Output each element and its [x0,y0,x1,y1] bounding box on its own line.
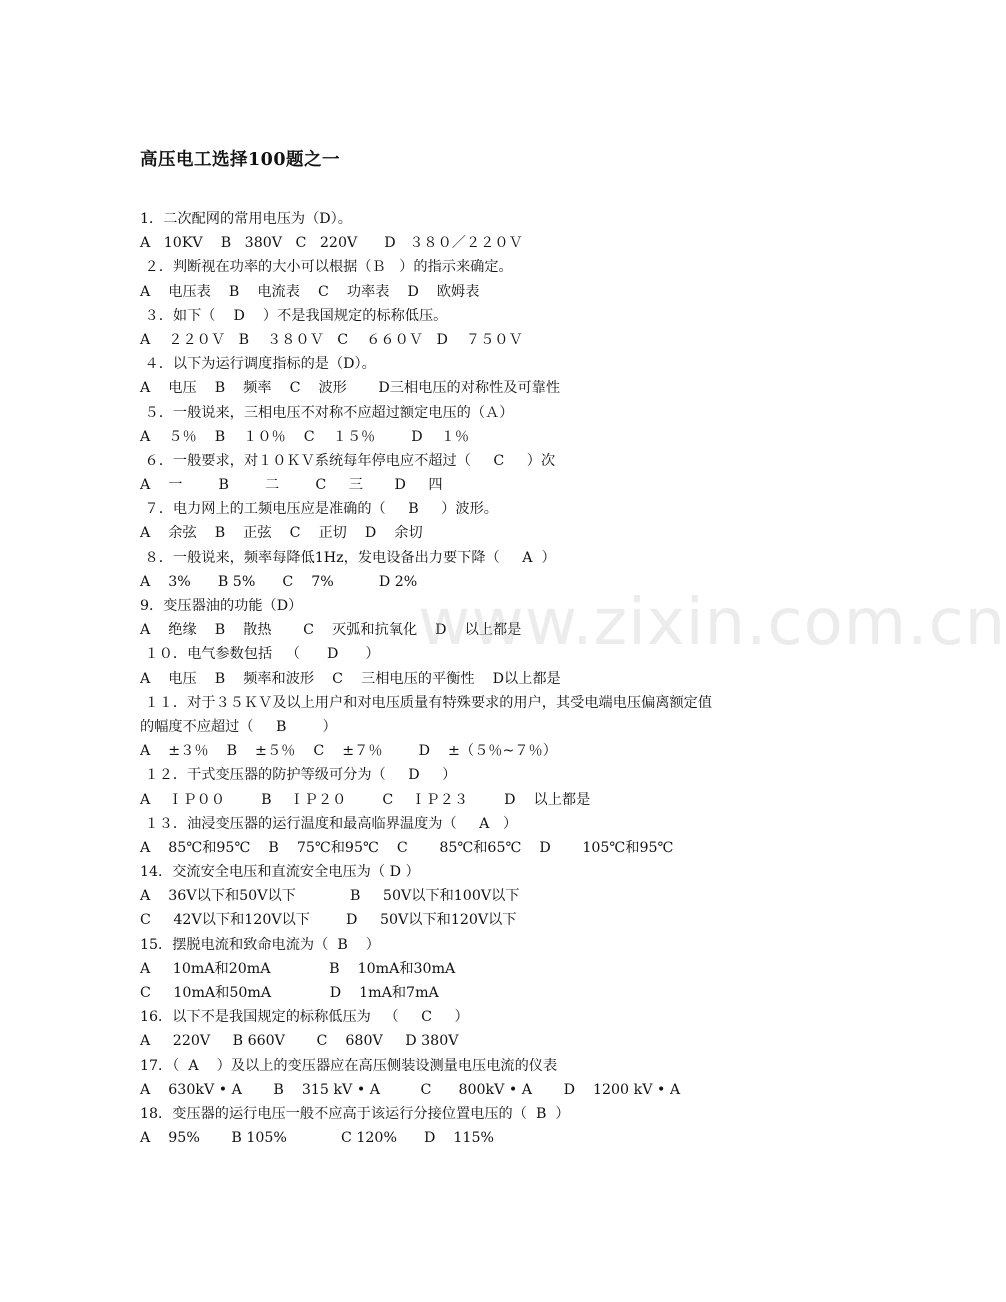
document-title: 高压电工选择100题之一 [140,150,341,170]
question-line: A 630kV • A B 315 kV • A C 800kV • A D 1200 kV • A [140,1081,681,1098]
question-line: ４．以下为运行调度指标的是（D）。 [140,356,376,373]
question-list [140,207,800,1150]
question-line: ６．一般要求，对１０ＫＶ系统每年停电应不超过（ C ）次 [140,452,556,469]
question-line: A 36V以下和50V以下 B 50V以下和100V以下 [140,888,520,905]
question-line: 14．交流安全电压和直流安全电压为（ D ） [140,864,420,881]
question-line: A 3% B 5% C 7% D 2% [140,573,418,590]
question-line: １１．对于３５ＫＶ及以上用户和对电压质量有特殊要求的用户，其受电端电压偏离额定值 [140,694,713,711]
question-line: A ５％ B １０％ C １５％ D １％ [140,428,470,445]
question-line: A 85℃和95℃ B 75℃和95℃ C 85℃和65℃ D 105℃和95℃ [140,839,674,856]
watermark: www.zixin.com.cn [418,586,1006,660]
question-line: ７．电力网上的工频电压应是准确的（ B ）波形。 [140,501,498,518]
question-line: １０．电气参数包括 （ D ） [140,646,380,663]
question-line: A 220V B 660V C 680V D 380V [140,1033,459,1050]
question-line: 15．摆脱电流和致命电流为（ B ） [140,936,380,953]
question-line: 的幅度不应超过（ B ） [140,718,337,735]
question-line: １２．干式变压器的防护等级可分为（ D ） [140,767,457,784]
question-line: ３．如下（ D ）不是我国规定的标称低压。 [140,307,448,324]
question-line: 16．以下不是我国规定的标称低压为 （ C ） [140,1009,469,1026]
question-line: A 10KV B 380V C 220V D ３８０／２２０Ｖ [140,235,523,252]
question-line: C 10mA和50mA D 1mA和7mA [140,985,439,1001]
question-line: 1．二次配网的常用电压为（D）。 [140,211,352,227]
question-line: 9．变压器油的功能（D） [140,598,303,614]
question-line: A 一 B 二 C 三 D 四 [140,477,443,494]
question-line: ８．一般说来，频率每降低1Hz，发电设备出力要下降（ A ） [140,549,556,566]
question-line: C 42V以下和120V以下 D 50V以下和120V以下 [140,912,517,929]
question-line: A 电压 B 频率和波形 C 三相电压的平衡性 D以上都是 [140,670,561,687]
question-line: ２．判断视在功率的大小可以根据（Ｂ ）的指示来确定。 [140,259,513,276]
question-line: A 绝缘 B 散热 C 灭弧和抗氧化 D 以上都是 [140,622,522,639]
question-line: １３．油浸变压器的运行温度和最高临界温度为（ A ） [140,815,518,832]
question-line: A 95% B 105% C 120% D 115% [140,1130,494,1147]
question-line: 17．（ A ）及以上的变压器应在高压侧装设测量电压电流的仪表 [140,1057,558,1074]
question-line: A ＩＰ００ B ＩＰ２０ C ＩＰ２３ D 以上都是 [140,791,591,808]
question-line: A 余弦 B 正弦 C 正切 D 余切 [140,525,423,542]
question-line: A 10mA和20mA B 10mA和30mA [140,960,456,977]
question-line: A 电压 B 频率 C 波形 D三相电压的对称性及可靠性 [140,380,561,397]
question-line: ５．一般说来，三相电压不对称不应超过额定电压的（Ａ） [140,404,514,421]
question-line: A ±３％ B ±５％ C ±７％ D ±（５％~７％） [140,743,557,760]
question-line: A ２２０Ｖ B ３８０Ｖ C ６６０Ｖ D ７５０Ｖ [140,331,523,348]
question-line: A 电压表 B 电流表 C 功率表 D 欧姆表 [140,283,480,300]
question-line: 18．变压器的运行电压一般不应高于该运行分接位置电压的（ B ） [140,1105,570,1122]
